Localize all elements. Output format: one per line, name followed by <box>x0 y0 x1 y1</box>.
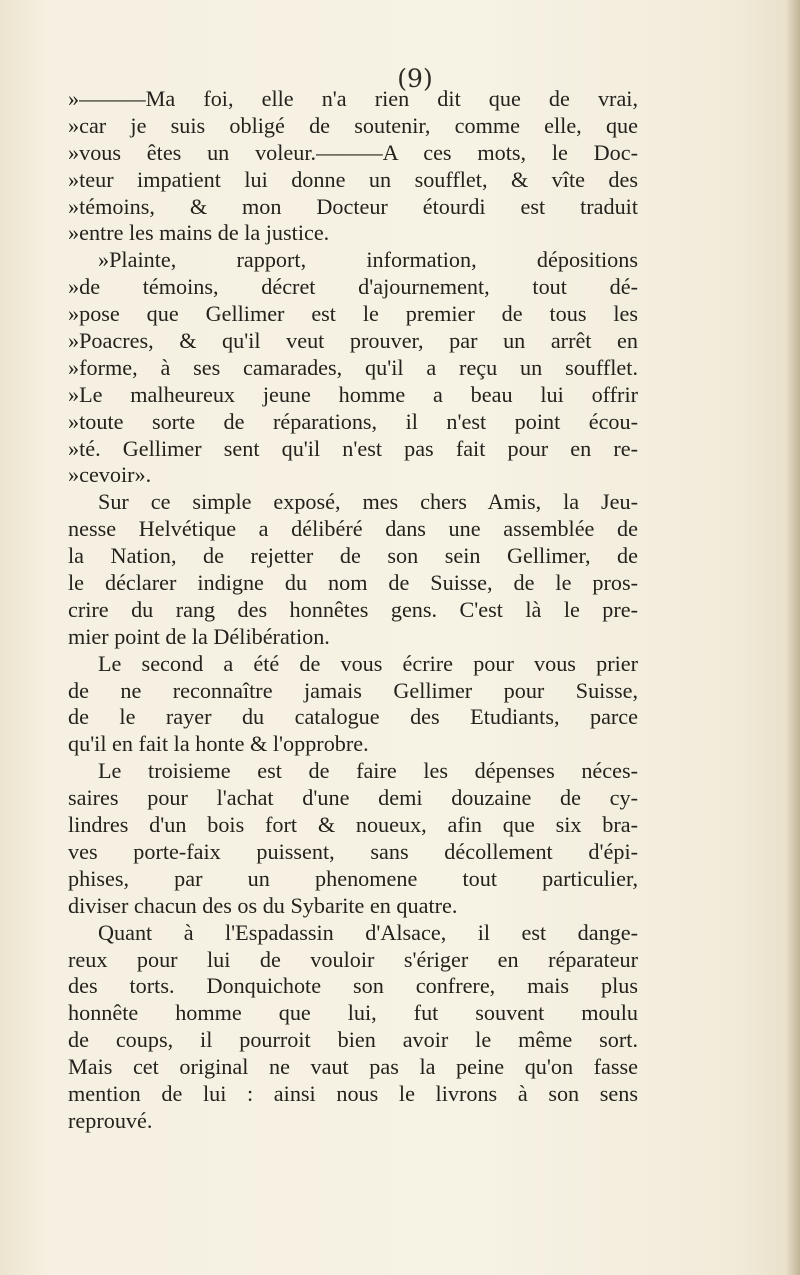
text-line: »té. Gellimer sent qu'il n'est pas fait pour en re- <box>68 435 638 461</box>
text-line: Le second a été de vous écrire pour vous prier <box>98 650 638 676</box>
text-line: Quant à l'Espadassin d'Alsace, il est dange- <box>98 919 638 945</box>
text-line: diviser chacun des os du Sybarite en quatre. <box>68 892 458 918</box>
text-line: reux pour lui de vouloir s'ériger en réparateur <box>68 946 638 972</box>
text-line: saires pour l'achat d'une demi douzaine de cy- <box>68 785 638 811</box>
text-line: la Nation, de rejetter de son sein Gellimer, de <box>68 543 638 569</box>
text-line: des torts. Donquichote son confrere, mais plus <box>68 973 638 999</box>
text-line: Le troisieme est de faire les dépenses néces- <box>98 758 638 784</box>
text-line: qu'il en fait la honte & l'opprobre. <box>68 731 369 757</box>
body-text <box>68 86 638 1135</box>
text-line: mier point de la Délibération. <box>68 623 330 649</box>
text-line: phises, par un phenomene tout particulier, <box>68 865 638 891</box>
text-line: »car je suis obligé de soutenir, comme elle, que <box>68 112 638 138</box>
text-line: honnête homme que lui, fut souvent moulu <box>68 1000 638 1026</box>
text-line: »teur impatient lui donne un soufflet, & vîte des <box>68 166 638 192</box>
text-line: de ne reconnaître jamais Gellimer pour Suisse, <box>68 677 638 703</box>
text-line: nesse Helvétique a délibéré dans une assemblée de <box>68 516 638 542</box>
text-line: »Le malheureux jeune homme a beau lui offrir <box>68 381 638 407</box>
text-line: de coups, il pourroit bien avoir le même sort. <box>68 1027 638 1053</box>
text-line: crire du rang des honnêtes gens. C'est là le pre- <box>68 596 638 622</box>
text-line: le déclarer indigne du nom de Suisse, de le pros- <box>68 570 638 596</box>
text-line: reprouvé. <box>68 1107 153 1133</box>
text-line: »vous êtes un voleur.———A ces mots, le Doc- <box>68 139 638 165</box>
text-line: »cevoir». <box>68 462 152 488</box>
text-line: ves porte-faix puissent, sans décollement d'épi- <box>68 838 638 864</box>
text-line: de le rayer du catalogue des Etudiants, parce <box>68 704 638 730</box>
text-line: »forme, à ses camarades, qu'il a reçu un soufflet. <box>68 354 638 380</box>
text-line: »de témoins, décret d'ajournement, tout dé- <box>68 274 638 300</box>
text-line: »pose que Gellimer est le premier de tous les <box>68 301 638 327</box>
text-line: »Plainte, rapport, information, dépositions <box>98 247 638 273</box>
text-line: »toute sorte de réparations, il n'est point écou- <box>68 408 638 434</box>
text-line: Sur ce simple exposé, mes chers Amis, la Jeu- <box>98 489 638 515</box>
text-line: »Poacres, & qu'il veut prouver, par un arrêt en <box>68 328 638 354</box>
text-line: »témoins, & mon Docteur étourdi est traduit <box>68 193 638 219</box>
text-line: lindres d'un bois fort & noueux, afin que six bra- <box>68 812 638 838</box>
text-line: mention de lui : ainsi nous le livrons à son sens <box>68 1080 638 1106</box>
page-edge-shadow <box>786 0 800 1275</box>
text-line: Mais cet original ne vaut pas la peine qu'on fasse <box>68 1054 638 1080</box>
page-number: (9) <box>397 64 433 93</box>
text-line: »———Ma foi, elle n'a rien dit que de vrai, <box>68 86 638 111</box>
text-line: »entre les mains de la justice. <box>68 220 330 246</box>
